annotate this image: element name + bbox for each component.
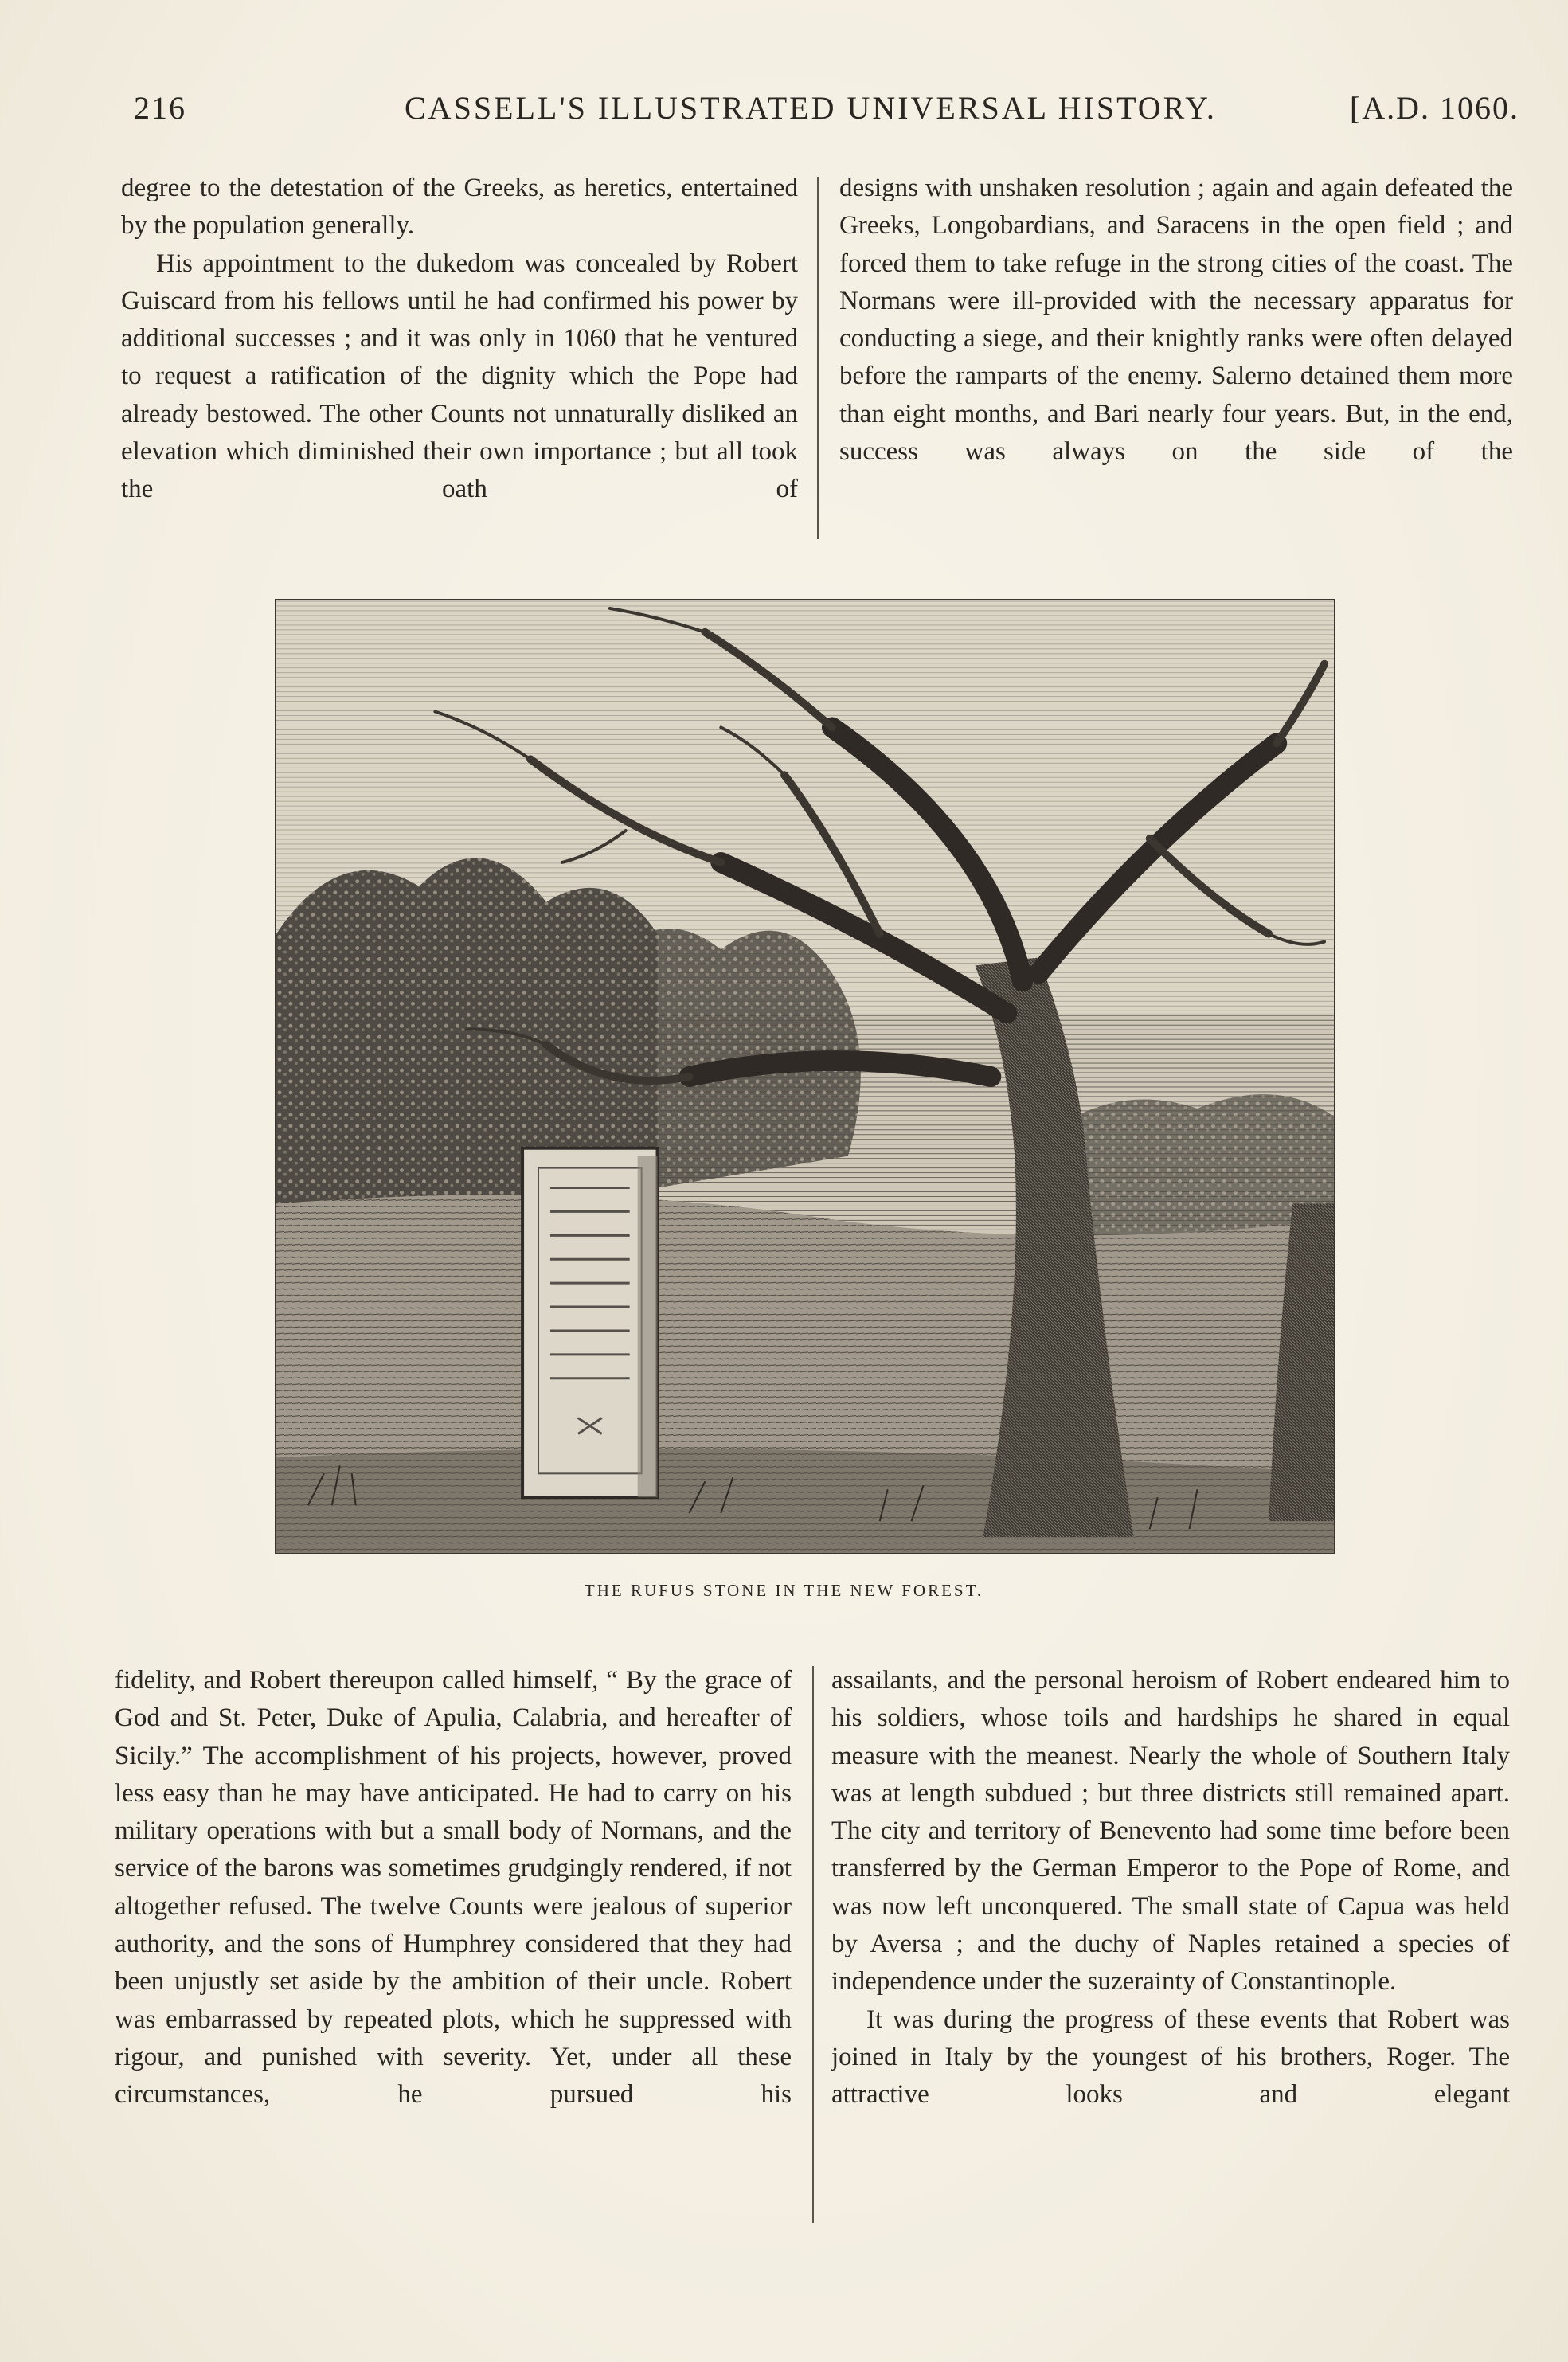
column-top-right <box>839 170 1513 471</box>
running-title: CASSELL'S ILLUSTRATED UNIVERSAL HISTORY. <box>405 90 1217 126</box>
column-divider <box>817 177 819 539</box>
column-top-left <box>121 170 798 509</box>
illustration-rufus-stone <box>275 599 1335 1554</box>
date-marker: [A.D. 1060. <box>1349 90 1519 126</box>
paragraph: fidelity, and Robert thereupon called himself, “ By the grace of God and St. Peter, Duke of Apulia, Calabria, and hereafter of Sicily.” The accomplishment of his projects, however, proved less easy than he may have anticipated. He had to carry on his military operations with but a small body of Normans, and the service of the barons was sometimes grudgingly rendered, if not altogether refused. The twelve Counts were jealous of superior authority, and the sons of Humphrey considered that they had been unjustly set aside by the ambition of their uncle. Robert was embarrassed by repeated plots, which he suppressed with rigour, and punished with severity. Yet, under all these circumstances, he pursued his <box>115 1666 792 2110</box>
engraving <box>276 600 1334 1553</box>
show-through-text <box>1354 549 1513 1664</box>
page-number: 216 <box>134 90 186 126</box>
paragraph: designs with unshaken resolution ; again and again defeated the Greeks, Longobardians, and Saracens in the open field ; and forced them to take refuge in the strong cities of the coast. The Normans were ill-provided with the necessary apparatus for conducting a siege, and their knightly ranks were often delayed before the ramparts of the enemy. Salerno detained them more than eight months, and Bari nearly four years. But, in the end, success was always on the side of the <box>839 174 1513 467</box>
paragraph: It was during the progress of these events that Robert was joined in Italy by the youngest of his brothers, Roger. The attractive looks and elegant <box>831 2004 1510 2110</box>
running-header <box>134 89 1519 137</box>
figure-caption: THE RUFUS STONE IN THE NEW FOREST. <box>584 1581 984 1600</box>
column-divider <box>812 1666 814 2223</box>
paragraph: His appointment to the dukedom was concealed by Robert Guiscard from his fellows until he had confirmed his power by additional successes ; and it was only in 1060 that he ventured to request a ratification of the dignity which the Pope had already bestowed. The other Counts not unnaturally disliked an elevation which diminished their own importance ; but all took the oath of <box>121 248 798 504</box>
paragraph: degree to the detestation of the Greeks, as heretics, entertained by the population generally. <box>121 174 798 241</box>
column-bottom-right <box>831 1662 1510 2114</box>
column-bottom-left <box>115 1662 792 2114</box>
paragraph: assailants, and the personal heroism of Robert endeared him to his soldiers, whose toils and hardships he shared in equal measure with the meanest. Nearly the whole of Southern Italy was at length subdued ; but three districts still remained apart. The city and territory of Benevento had some time before been transferred by the German Emperor to the Pope of Rome, and was now left unconquered. The small state of Capua was held by Aversa ; and the duchy of Naples retained a species of independence under the suzerainty of Constantinople. <box>831 1666 1510 1996</box>
